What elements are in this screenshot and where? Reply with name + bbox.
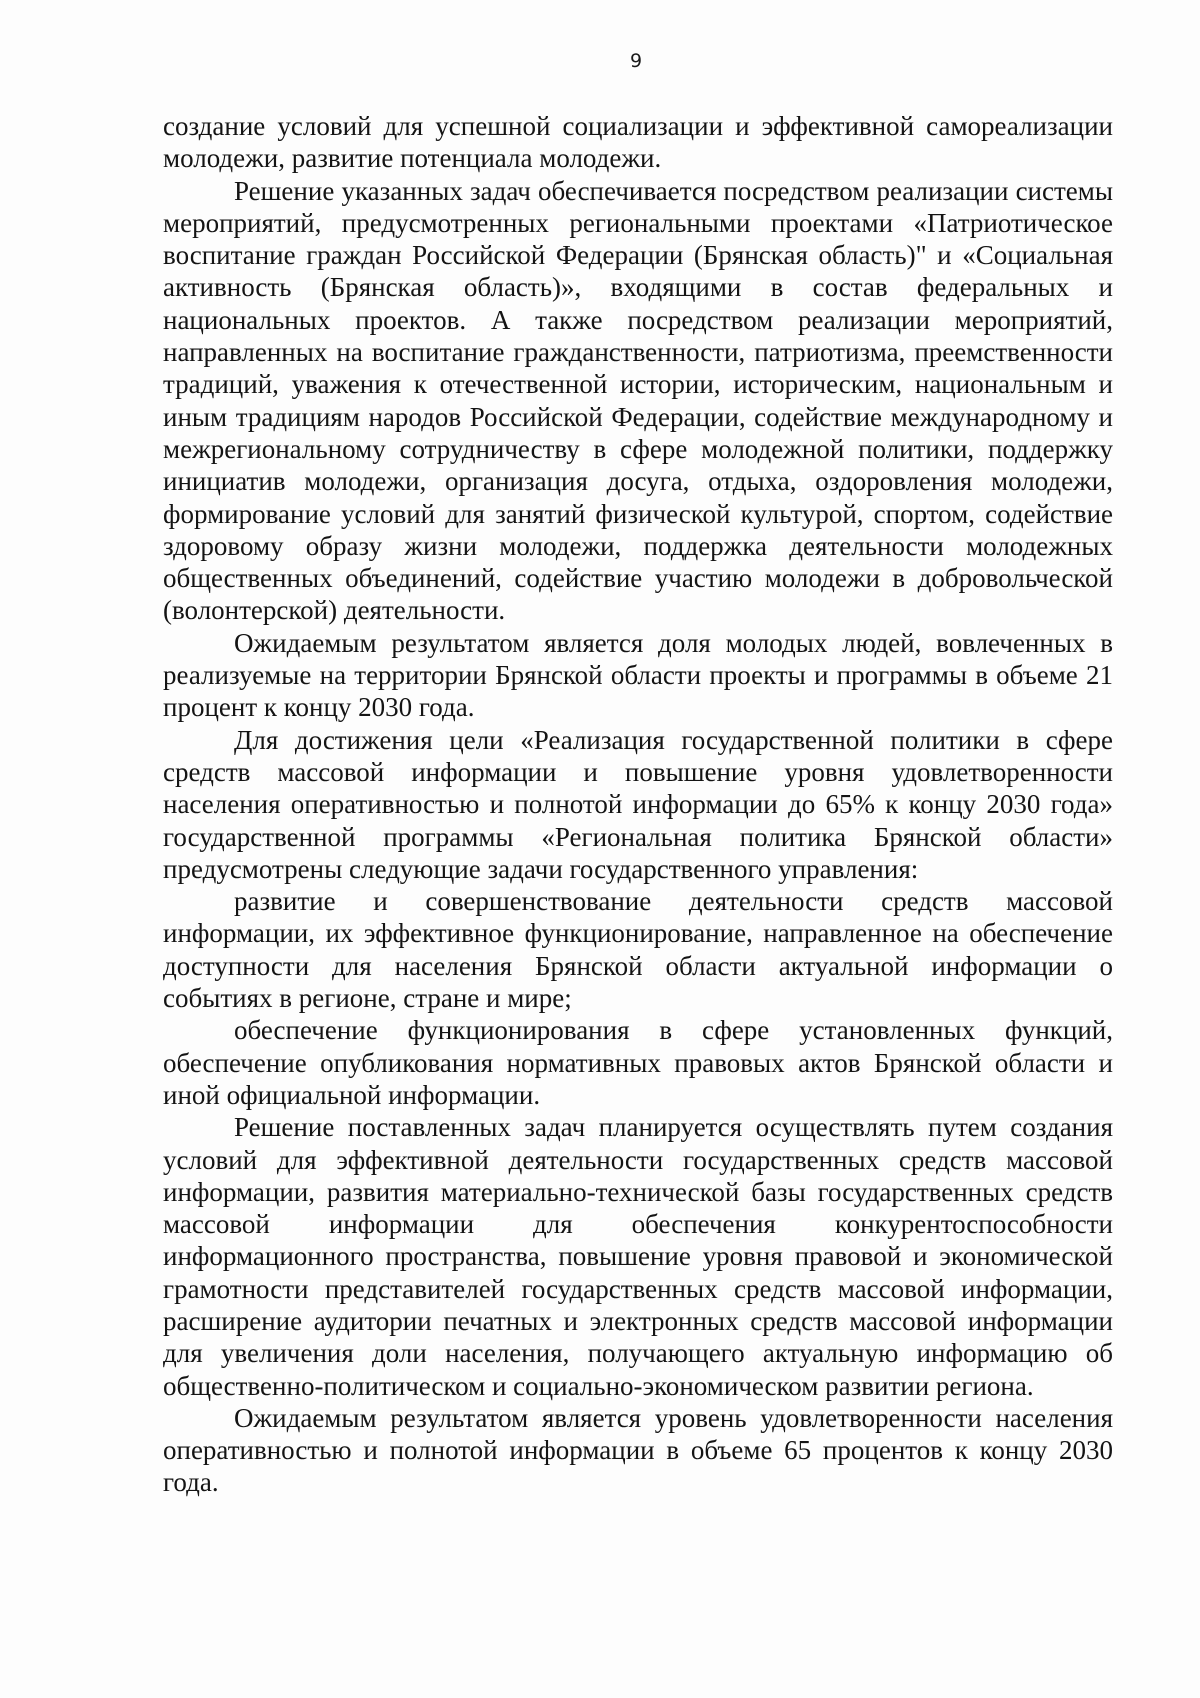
paragraph-1: создание условий для успешной социализации и эффективной самореализации молодежи, развитие потенциала молодежи. [163, 111, 1113, 174]
paragraph-7: Решение поставленных задач планируется осуществлять путем создания условий для эффективной деятельности государственных средств массовой информации, развития материально-технической базы государственных средств массовой информации для обеспечения конкурентоспособности информационного пространства, повышение уровня правовой и экономической грамотности представителей государственных средств массовой информации, расширение аудитории печатных и электронных средств массовой информации для увеличения доли населения, получающего актуальную информацию об общественно-политическом и социально-экономическом развитии региона. [163, 1112, 1113, 1401]
paragraph-4: Для достижения цели «Реализация государственной политики в сфере средств массовой информации и повышение уровня удовлетворенности населения оперативностью и полнотой информации до 65% к концу 2030 года» государственной программы «Региональная политика Брянской области» предусмотрены следующие задачи государственного управления: [163, 724, 1113, 884]
paragraph-8: Ожидаемым результатом является уровень удовлетворенности населения оперативностью и полнотой информации в объеме 65 процентов к концу 2030 года. [163, 1402, 1113, 1498]
page-number: 9 [629, 50, 643, 72]
body-text [163, 110, 1113, 1499]
paragraph-5: развитие и совершенствование деятельности средств массовой информации, их эффективное функционирование, направленное на обеспечение доступности для населения Брянской области актуальной информации о событиях в регионе, стране и мире; [163, 886, 1113, 1014]
paragraph-3: Ожидаемым результатом является доля молодых людей, вовлеченных в реализуемые на территории Брянской области проекты и программы в объеме 21 процент к концу 2030 года. [163, 627, 1113, 723]
paragraph-2: Решение указанных задач обеспечивается посредством реализации системы мероприятий, предусмотренных региональными проектами «Патриотическое воспитание граждан Российской Федерации (Брянская область)" и «Социальная активность (Брянская область)», входящими в состав федеральных и национальных проектов. А также посредством реализации мероприятий, направленных на воспитание гражданственности, патриотизма, преемственности традиций, уважения к отечественной истории, историческим, национальным и иным традициям народов Российской Федерации, содействие международному и межрегиональному сотрудничеству в сфере молодежной политики, поддержку инициатив молодежи, организация досуга, отдыха, оздоровления молодежи, формирование условий для занятий физической культурой, спортом, содействие здоровому образу жизни молодежи, поддержка деятельности молодежных общественных объединений, содействие участию молодежи в добровольческой (волонтерской) деятельности. [163, 175, 1113, 626]
paragraph-6: обеспечение функционирования в сфере установленных функций, обеспечение опубликования нормативных правовых актов Брянской области и иной официальной информации. [163, 1015, 1113, 1110]
